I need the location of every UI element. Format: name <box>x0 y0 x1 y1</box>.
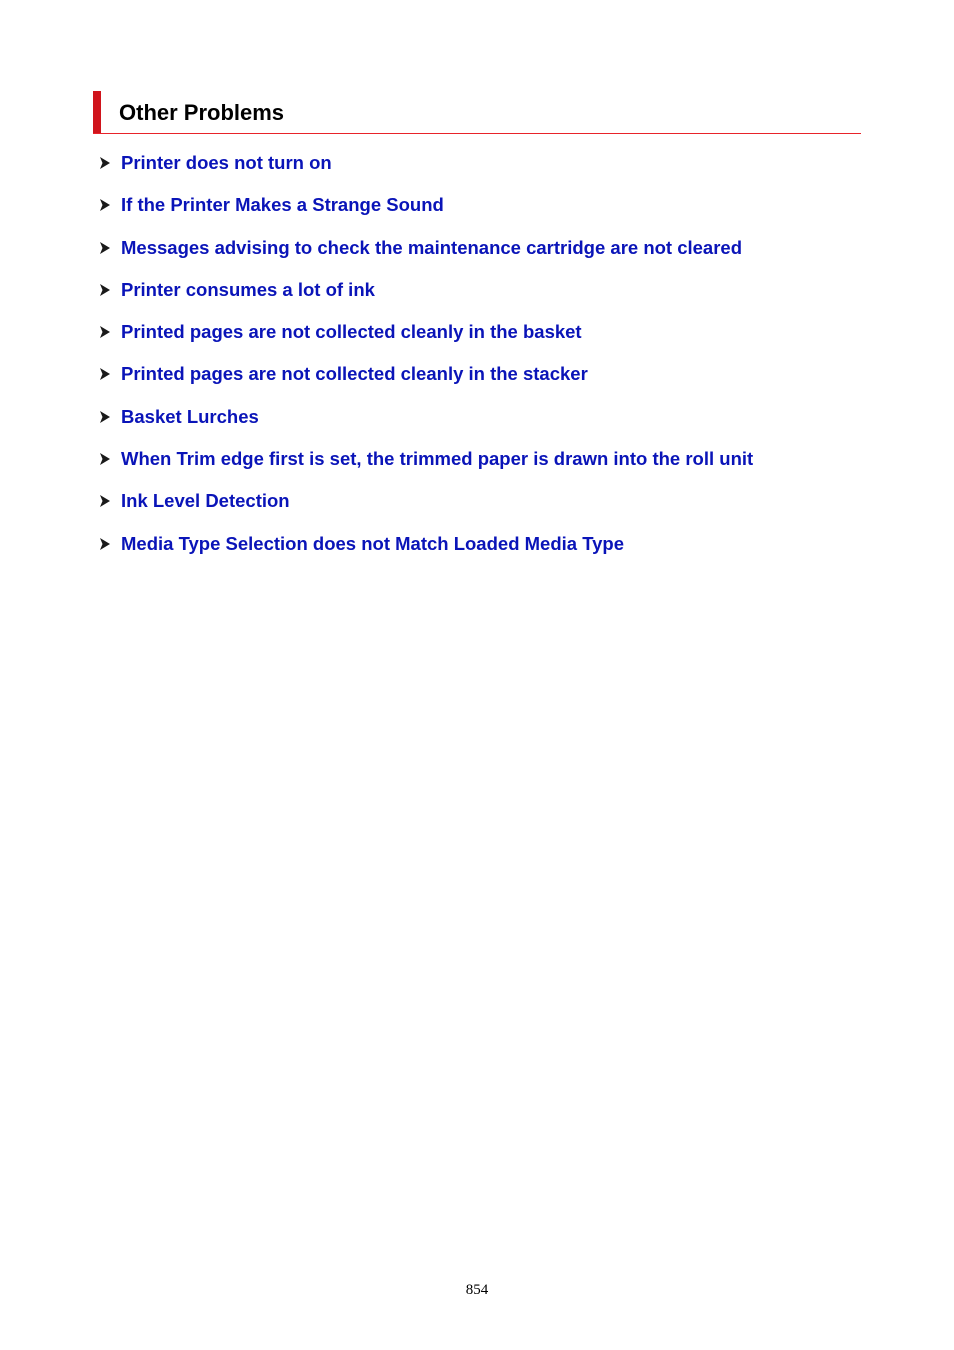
link-ink-level-detection[interactable]: Ink Level Detection <box>121 490 290 512</box>
triangle-right-bullet-icon <box>97 324 113 340</box>
link-basket-collection[interactable]: Printed pages are not collected cleanly in the basket <box>121 321 582 343</box>
link-stacker-collection[interactable]: Printed pages are not collected cleanly in the stacker <box>121 363 588 385</box>
triangle-right-bullet-icon <box>97 451 113 467</box>
page-number: 854 <box>465 1282 489 1298</box>
triangle-right-bullet-icon <box>97 155 113 171</box>
link-printer-does-not-turn-on[interactable]: Printer does not turn on <box>121 152 332 173</box>
triangle-right-bullet-icon <box>97 282 113 298</box>
triangle-right-bullet-icon <box>97 366 113 382</box>
link-consumes-ink[interactable]: Printer consumes a lot of ink <box>121 278 375 300</box>
triangle-right-bullet-icon <box>97 409 113 425</box>
triangle-right-bullet-icon <box>97 536 113 552</box>
link-strange-sound[interactable]: If the Printer Makes a Strange Sound <box>121 194 444 216</box>
link-maintenance-cartridge-messages[interactable]: Messages advising to check the maintenance cartridge are not cleared <box>121 236 743 258</box>
triangle-right-bullet-icon <box>97 493 113 509</box>
section-heading <box>93 91 861 134</box>
link-media-type-mismatch[interactable]: Media Type Selection does not Match Loaded Media Type <box>121 532 625 554</box>
link-trim-edge-first[interactable]: When Trim edge first is set, the trimmed paper is drawn into the roll unit <box>121 448 754 470</box>
page-title: Other Problems <box>119 100 285 125</box>
triangle-right-bullet-icon <box>97 197 113 213</box>
link-basket-lurches[interactable]: Basket Lurches <box>121 405 259 427</box>
triangle-right-bullet-icon <box>97 240 113 256</box>
heading-accent-bar <box>93 91 101 133</box>
